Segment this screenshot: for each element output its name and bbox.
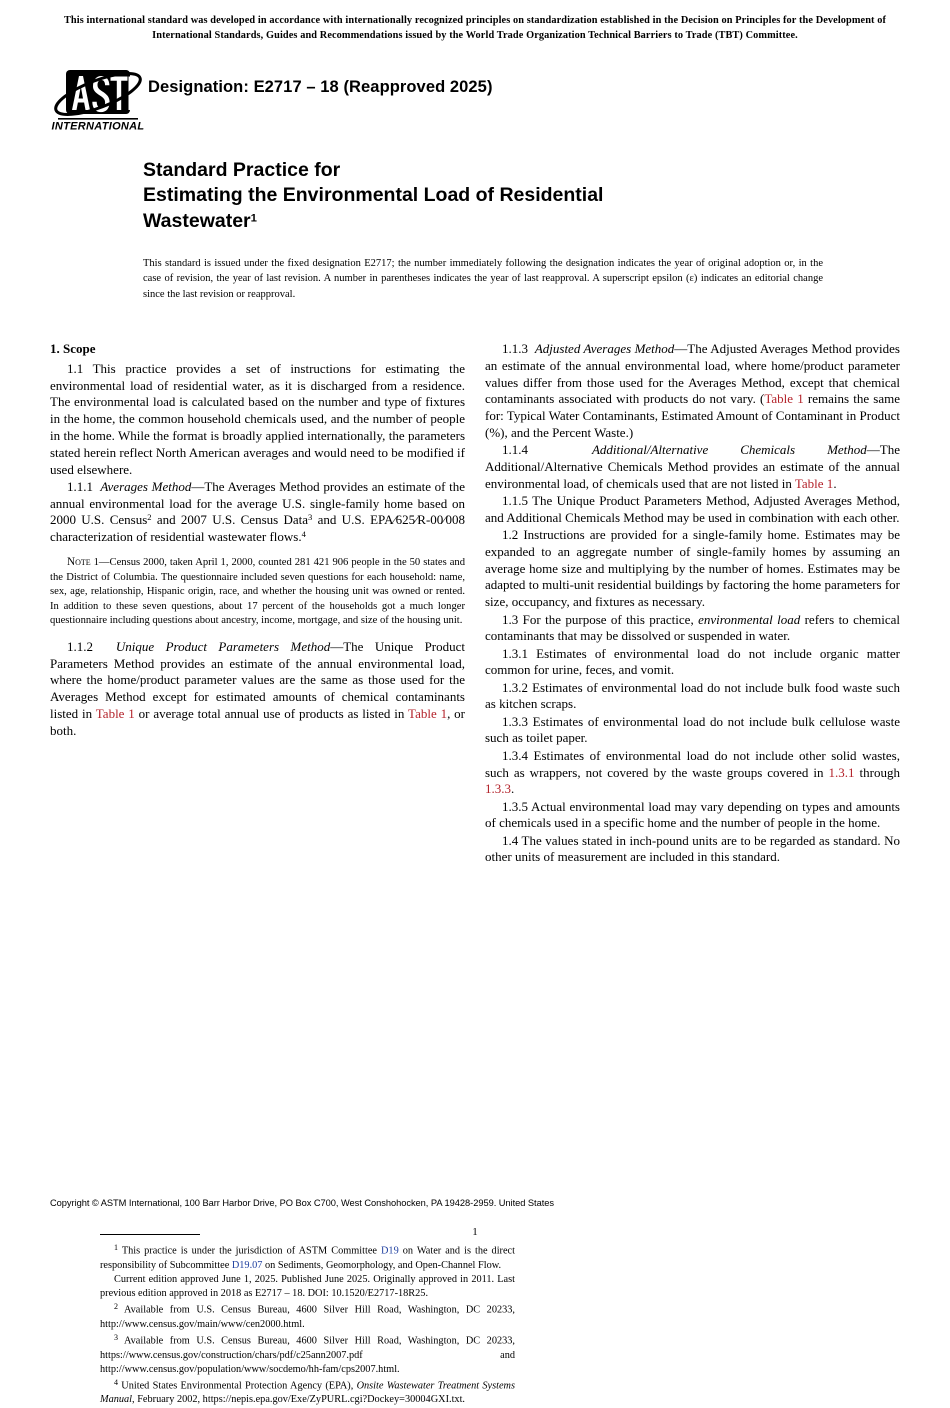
term-unique-product-parameters-method: Unique Product Parameters Method <box>115 638 331 654</box>
footnote-ref-4: 4 <box>301 529 306 540</box>
title-footnote-marker: 1 <box>250 212 257 225</box>
astm-international-logo <box>50 62 146 132</box>
paragraph-1-3: 1.3 For the purpose of this practice, environmental load refers to chemical contaminants that may be dissolved or suspended in water. <box>485 611 900 644</box>
paragraph-1-2: 1.2 Instructions are provided for a single-family home. Estimates may be expanded to an aggregate number of single-family homes by assuming an average home size and multiplying by the number of homes. Estimates may be adapted to multi-unit residential buildings by factoring the home parameters for size, occupancy, and fixtures as necessary. <box>485 527 900 610</box>
paragraph-1-3-4: 1.3.4 Estimates of environmental load do not include other solid wastes, such as wrappers, not covered by the waste groups covered in 1.3.1 through 1.3.3. <box>485 747 900 797</box>
term-environmental-load: environmental load <box>698 611 801 627</box>
link-section-1-3-1[interactable]: 1.3.1 <box>828 764 855 780</box>
footnote-4-title: Onsite Wastewater Treatment Systems Manual <box>100 1380 515 1406</box>
paragraph-1-1-1: 1.1.1 Averages Method—The Averages Method provides an estimate of the annual environmental load for the average U.S. single-family home based on 2000 U.S. Census$^2$ and 2007 U.S. Census Data$^3$ and U.S. EPA⁄625⁄R-00⁄008 characterization of residential wastewater flows.$^4$ <box>50 478 466 545</box>
copyright-notice: Copyright © ASTM International, 100 Barr Harbor Drive, PO Box C700, West Conshohocken, PA 19428-2959. United States <box>50 1198 554 1208</box>
tbt-banner: This international standard was developed in accordance with internationally recognized principles on standardization established in the Decision on Principles for the Development of International Standards, Guides and Recommendations issued by the World Trade Organization Technical Barriers to Trade (TBT) Committee. <box>63 15 887 41</box>
footnote-current-edition: Current edition approved June 1, 2025. Published June 2025. Originally approved in 2011. Last previous edition approved in 2018 as E2717 – 18. DOI: 10.1520/E2717-18R25. <box>100 1273 515 1299</box>
note-label: Note <box>67 555 91 568</box>
footnote-ref-2: 2 <box>147 512 152 523</box>
paragraph-1-4: 1.4 The values stated in inch-pound units are to be regarded as standard. No other units of measurement are included in this standard. <box>485 832 900 865</box>
footnote-ref-3: 3 <box>308 512 313 523</box>
designation-label: Designation: E2717 – 18 (Reapproved 2025) <box>148 78 493 96</box>
paragraph-1-3-3: 1.3.3 Estimates of environmental load do not include bulk cellulose waste such as toilet paper. <box>485 713 900 746</box>
term-averages-method: Averages Method <box>100 478 192 494</box>
paragraph-1-1-2: 1.1.2 Unique Product Parameters Method—The Unique Product Parameters Method provides an estimate of the annual environmental load, where the home/product parameter values are the same as those used for the Averages Method except for estimated amounts of chemical contaminants listed in Table 1 or average total annual use of products as listed in Table 1, or both. <box>50 638 466 738</box>
link-table-1[interactable]: Table 1 <box>794 475 834 491</box>
link-subcommittee-d1907[interactable]: D19.07 <box>231 1259 263 1271</box>
paragraph-1-1-5: 1.1.5 The Unique Product Parameters Method, Adjusted Averages Method, and Additional Chemicals Method may be used in combination with each other. <box>485 493 900 525</box>
title-line-3: Wastewater$^1$ <box>143 209 257 232</box>
title-line-1: Standard Practice for <box>143 159 341 181</box>
title-line-2: Estimating the Environmental Load of Residential <box>143 184 604 207</box>
footnote-4: $^4$ United States Environmental Protection Agency (EPA), Onsite Wastewater Treatment Systems Manual, February 2002, https://nepis.epa.gov/Exe/ZyPURL.cgi?Dockey=30004GXI.txt. <box>100 1377 515 1406</box>
paragraph-1-1-3: 1.1.3 Adjusted Averages Method—The Adjusted Averages Method provides an estimate of the annual environmental load, where home/product parameter values differ from those used for the Averages Method, except that chemical contaminants associated with products do not vary. (Table 1 remains the same for: Typical Water Contaminants, Estimated Amount of Contaminant in Product (%), and the Percent Waste.) <box>485 341 901 440</box>
note-1: Note 1—Census 2000, taken April 1, 2000, counted 281 421 906 people in the 50 states and the District of Columbia. The questionnaire included seven questions for each household: name, sex, age, relationship, Hispanic origin, race, and whether the housing unit was owned or rented. In addition to these seven questions, about 17 percent of the households got a much longer questionnaire including questions about ancestry, income, mortgage, and size of the housing unit. <box>50 555 465 627</box>
page-number: 1 <box>472 1226 478 1238</box>
link-table-1[interactable]: Table 1 <box>764 391 804 407</box>
paragraph-1-1: 1.1 This practice provides a set of instructions for estimating the environmental load of residential water, as it is discharged from a residence. The environmental load is calculated based on the number and type of fixtures in the home, the common household chemicals used, and the number of people in the home. While the format is broadly applied internationally, the parameters stated herein reflect North American averages and would need to be modified if used elsewhere. <box>50 360 465 477</box>
paragraph-1-3-1: 1.3.1 Estimates of environmental load do not include organic matter common for urine, feces, and vomit. <box>485 645 900 678</box>
page-title <box>143 158 843 234</box>
issue-statement: This standard is issued under the fixed designation E2717; the number immediately following the designation indicates the year of original adoption or, in the case of revision, the year of last revision. A number in parentheses indicates the year of last reapproval. A superscript epsilon (ε) indicates an editorial change since the last revision or reapproval. <box>143 258 823 300</box>
link-table-1[interactable]: Table 1 <box>95 705 135 721</box>
section-heading-scope: 1. Scope <box>50 341 96 356</box>
link-table-1[interactable]: Table 1 <box>408 705 448 721</box>
svg-text:INTERNATIONAL: INTERNATIONAL <box>51 120 145 133</box>
link-committee-d19[interactable]: D19 <box>381 1245 399 1257</box>
paragraph-1-1-4: 1.1.4 Additional/Alternative Chemicals Method—The Additional/Alternative Chemicals Method provides an estimate of the annual environmental load, of chemicals used that are not listed in Table 1. <box>485 442 900 491</box>
footnote-1: $^1$ This practice is under the jurisdiction of ASTM Committee D19 on Water and is the direct responsibility of Subcommittee D19.07 on Sediments, Geomorphology, and Open-Channel Flow. <box>100 1243 515 1271</box>
footnote-block <box>100 1234 515 1408</box>
paragraph-1-3-5: 1.3.5 Actual environmental load may vary depending on types and amounts of chemicals used in a specific home and the number of people in the home. <box>485 798 900 831</box>
designation-row <box>50 62 900 134</box>
body-column-right <box>485 341 900 866</box>
term-adjusted-averages-method: Adjusted Averages Method <box>534 341 675 356</box>
link-section-1-3-3[interactable]: 1.3.3 <box>485 781 511 797</box>
footnote-3: $^3$ Available from U.S. Census Bureau, 4600 Silver Hill Road, Washington, DC 20233, https://www.census.gov/construction/chars/pdf/c25ann2007.pdf and http://www.census.gov/population/www/socdemo/hh-fam/cps2007.html. <box>100 1332 515 1375</box>
footnote-2: $^2$ Available from U.S. Census Bureau, 4600 Silver Hill Road, Washington, DC 20233, http://www.census.gov/main/www/cen2000.html. <box>100 1302 515 1330</box>
term-additional-alternative-chemicals-method: Additional/Alternative Chemicals Method <box>591 442 867 458</box>
paragraph-1-3-2: 1.3.2 Estimates of environmental load do not include bulk food waste such as kitchen scraps. <box>485 679 900 712</box>
